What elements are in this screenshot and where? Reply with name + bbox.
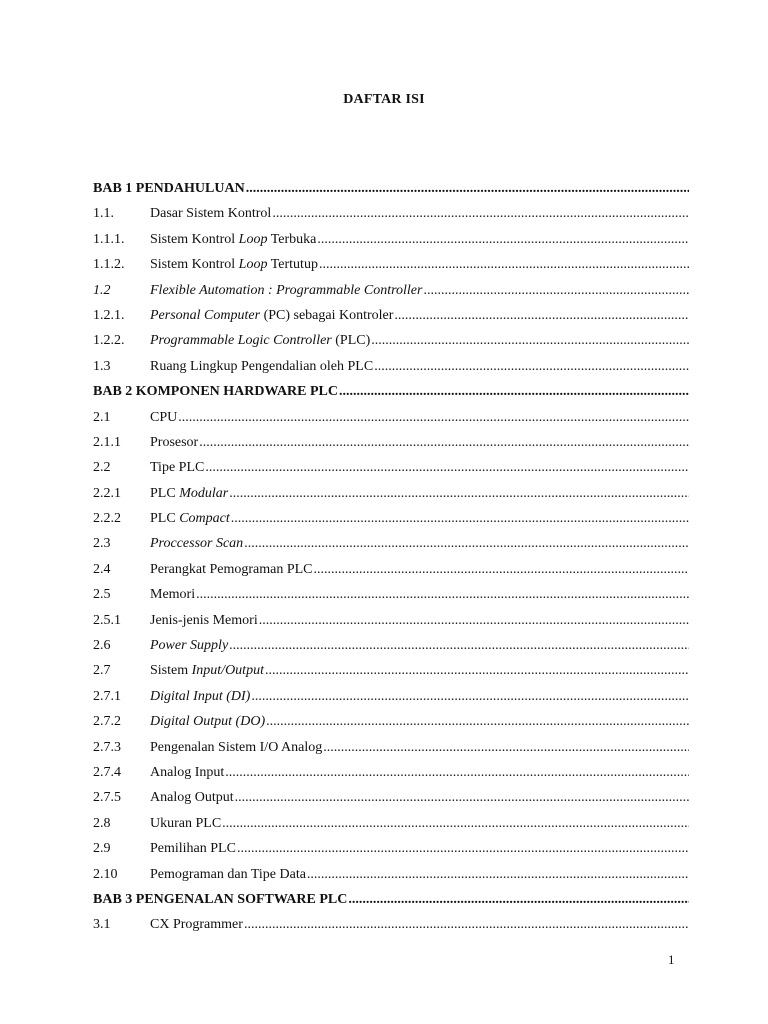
- page-title: DAFTAR ISI: [343, 92, 425, 107]
- toc-entry-label: [150, 227, 316, 252]
- toc-dot-leader: [314, 557, 689, 582]
- toc-entry-label-part: Loop: [238, 257, 268, 273]
- toc-entry-label: [150, 684, 250, 709]
- toc-entry-label-part: Digital Input (DI): [150, 688, 251, 704]
- toc-dot-leader: [229, 633, 689, 658]
- toc-entry-row: [93, 506, 689, 531]
- toc-dot-leader: [246, 176, 689, 201]
- toc-dot-leader: [319, 252, 689, 277]
- toc-entry-row: [93, 252, 689, 277]
- toc-entry-number: 2.9: [93, 841, 111, 857]
- toc-entry-label-part: Personal Computer: [150, 307, 261, 323]
- toc-entry-label-part: CX Programmer: [150, 917, 243, 933]
- toc-dot-leader: [266, 709, 689, 734]
- toc-entry-row: [93, 201, 689, 226]
- toc-entry-row: [93, 785, 689, 810]
- toc-entry-label-part: Perangkat Pemograman PLC: [150, 561, 313, 577]
- toc-entry-row: [93, 354, 689, 379]
- toc-entry-number: 2.8: [93, 815, 111, 831]
- toc-entry-row: [93, 811, 689, 836]
- toc-entry-number: 1.2.1.: [93, 307, 125, 323]
- toc-entry-label-part: Analog Input: [150, 764, 225, 780]
- toc-entry-number: 2.3: [93, 536, 111, 552]
- toc-entry-label: [150, 405, 177, 430]
- toc-entry-row: [93, 405, 689, 430]
- toc-chapter-row: [93, 176, 689, 201]
- page-number: 1: [668, 952, 675, 967]
- toc-entry-label: [150, 201, 271, 226]
- toc-entry-label: [150, 633, 228, 658]
- toc-dot-leader: [339, 379, 689, 404]
- toc-entry-number: 2.10: [93, 866, 118, 882]
- toc-entry-label-part: Modular: [179, 485, 229, 501]
- toc-dot-leader: [225, 760, 689, 785]
- toc-entry-number: 2.7: [93, 663, 111, 679]
- toc-entry-row: [93, 684, 689, 709]
- toc-entry-label: [150, 658, 264, 683]
- toc-entry-row: [93, 760, 689, 785]
- toc-dot-leader: [259, 608, 689, 633]
- toc-entry-label-part: Input/Output: [191, 663, 264, 679]
- toc-entry-number: 2.2.2: [93, 511, 121, 527]
- toc-entry-number: 2.4: [93, 561, 111, 577]
- toc-entry-label-part: Ruang Lingkup Pengendalian oleh PLC: [150, 358, 374, 374]
- toc-entry-row: [93, 557, 689, 582]
- toc-entry-number: 1.1.1.: [93, 231, 125, 247]
- toc-entry-label-part: Terbuka: [267, 231, 317, 247]
- toc-entry-number: 2.7.5: [93, 790, 121, 806]
- toc-entry-label: [150, 760, 224, 785]
- toc-entry-label-part: Sistem Kontrol: [150, 231, 239, 247]
- toc-entry-number: 2.1.1: [93, 434, 121, 450]
- toc-dot-leader: [394, 303, 689, 328]
- toc-entry-row: [93, 836, 689, 861]
- toc-dot-leader: [251, 684, 689, 709]
- toc-entry-label-part: Dasar Sistem Kontrol: [150, 206, 272, 222]
- toc-dot-leader: [196, 582, 689, 607]
- toc-entry-row: [93, 658, 689, 683]
- toc-entry-row: [93, 862, 689, 887]
- toc-entry-label-part: CPU: [150, 409, 178, 425]
- toc-entry-label: [150, 608, 258, 633]
- toc-dot-leader: [222, 811, 689, 836]
- toc-entry-label: [150, 481, 228, 506]
- toc-entry-row: [93, 455, 689, 480]
- toc-entry-label-part: (PLC): [331, 333, 371, 349]
- toc-dot-leader: [231, 506, 689, 531]
- toc-entry-row: [93, 328, 689, 353]
- toc-chapter-title: BAB 1 PENDAHULUAN: [93, 181, 245, 196]
- toc-entry-number: 1.1.2.: [93, 257, 125, 273]
- toc-chapter-title: BAB 2 KOMPONEN HARDWARE PLC: [93, 384, 339, 400]
- toc-entry-label-part: Sistem: [150, 663, 192, 679]
- toc-entry-label: [150, 557, 313, 582]
- toc-chapter-row: [93, 887, 689, 912]
- toc-dot-leader: [307, 862, 689, 887]
- toc-entry-label: [150, 785, 234, 810]
- toc-entry-number: 1.2.2.: [93, 333, 125, 349]
- toc-entry-number: 1.2: [93, 282, 111, 298]
- toc-dot-leader: [199, 430, 689, 455]
- toc-dot-leader: [237, 836, 689, 861]
- toc-dot-leader: [205, 455, 689, 480]
- toc-entry-number: 2.7.4: [93, 764, 121, 780]
- toc-entry-label-part: Power Supply: [150, 638, 229, 654]
- toc-dot-leader: [371, 328, 689, 353]
- toc-entry-label: [150, 354, 373, 379]
- toc-entry-row: [93, 227, 689, 252]
- toc-entry-label: [150, 582, 195, 607]
- toc-entry-label: [150, 709, 265, 734]
- toc-entry-label: [150, 811, 221, 836]
- toc-entry-label: [150, 912, 243, 937]
- toc-entry-label: [150, 252, 318, 277]
- toc-entry-row: [93, 912, 689, 937]
- toc-entry-number: 1.1.: [93, 206, 114, 222]
- toc-entry-number: 2.5: [93, 587, 111, 603]
- toc-entry-row: [93, 430, 689, 455]
- toc-entry-label-part: Loop: [238, 231, 268, 247]
- toc-entry-label-part: Pengenalan Sistem I/O Analog: [150, 739, 323, 755]
- toc-dot-leader: [374, 354, 689, 379]
- toc-dot-leader: [423, 278, 689, 303]
- toc-chapter-title: BAB 3 PENGENALAN SOFTWARE PLC: [93, 891, 348, 907]
- toc-entry-label-part: Prosesor: [150, 434, 199, 450]
- toc-dot-leader: [323, 735, 689, 760]
- toc-entry-label: [150, 862, 306, 887]
- toc-entry-label-part: Analog Output: [150, 790, 234, 806]
- toc-entry-row: [93, 735, 689, 760]
- toc-entry-label-part: Pemograman dan Tipe Data: [150, 866, 306, 882]
- toc-entry-number: 2.7.2: [93, 714, 121, 730]
- toc-dot-leader: [265, 658, 689, 683]
- toc-entry-number: 3.1: [93, 917, 111, 933]
- toc-entry-label: [150, 735, 322, 760]
- toc-entry-row: [93, 481, 689, 506]
- toc-entry-label-part: Sistem Kontrol: [150, 257, 239, 273]
- toc-entry-label-part: PLC: [150, 485, 180, 501]
- toc-entry-label-part: Jenis-jenis Memori: [150, 612, 258, 628]
- toc-entry-row: [93, 608, 689, 633]
- toc-dot-leader: [317, 227, 689, 252]
- toc-chapter-row: [93, 379, 689, 404]
- toc-entry-label: [150, 430, 198, 455]
- toc-dot-leader: [244, 912, 689, 937]
- toc-entry-row: [93, 633, 689, 658]
- toc-entry-number: 2.6: [93, 638, 111, 654]
- toc-entry-number: 2.2: [93, 460, 111, 476]
- toc-entry-row: [93, 531, 689, 556]
- toc-entry-label: [150, 278, 422, 303]
- toc-entry-label-part: PLC: [150, 511, 180, 527]
- toc-dot-leader: [178, 405, 689, 430]
- toc-entry-label: [150, 455, 204, 480]
- toc-entry-label-part: Digital Output (DO): [150, 714, 266, 730]
- toc-entry-label: [150, 836, 236, 861]
- toc-entry-label: [150, 303, 393, 328]
- toc-entry-number: 2.1: [93, 409, 111, 425]
- toc-entry-row: [93, 709, 689, 734]
- toc-entry-number: 2.5.1: [93, 612, 121, 628]
- toc-dot-leader: [348, 887, 689, 912]
- toc-entry-label-part: Memori: [150, 587, 196, 603]
- toc-entry-number: 2.7.1: [93, 688, 121, 704]
- toc-entry-label-part: Compact: [179, 511, 230, 527]
- toc-entry-label-part: Pemilihan PLC: [150, 841, 236, 857]
- table-of-contents: [93, 176, 689, 938]
- toc-entry-label-part: Tipe PLC: [150, 460, 205, 476]
- toc-entry-number: 1.3: [93, 358, 111, 374]
- toc-entry-row: [93, 278, 689, 303]
- toc-dot-leader: [235, 785, 689, 810]
- toc-entry-number: 2.2.1: [93, 485, 121, 501]
- toc-entry-label-part: Programmable Logic Controller: [150, 333, 332, 349]
- toc-entry-row: [93, 582, 689, 607]
- toc-entry-row: [93, 303, 689, 328]
- toc-dot-leader: [272, 201, 689, 226]
- toc-entry-label-part: (PC) sebagai Kontroler: [260, 307, 394, 323]
- toc-entry-label: [150, 506, 230, 531]
- toc-dot-leader: [244, 531, 689, 556]
- toc-entry-label-part: Proccessor Scan: [150, 536, 244, 552]
- toc-entry-label-part: Flexible Automation : Programmable Controller: [150, 282, 423, 298]
- toc-entry-label-part: Ukuran PLC: [150, 815, 222, 831]
- toc-entry-label-part: Tertutup: [267, 257, 318, 273]
- toc-entry-label: [150, 531, 243, 556]
- toc-entry-label: [150, 328, 370, 353]
- toc-dot-leader: [229, 481, 689, 506]
- toc-entry-number: 2.7.3: [93, 739, 121, 755]
